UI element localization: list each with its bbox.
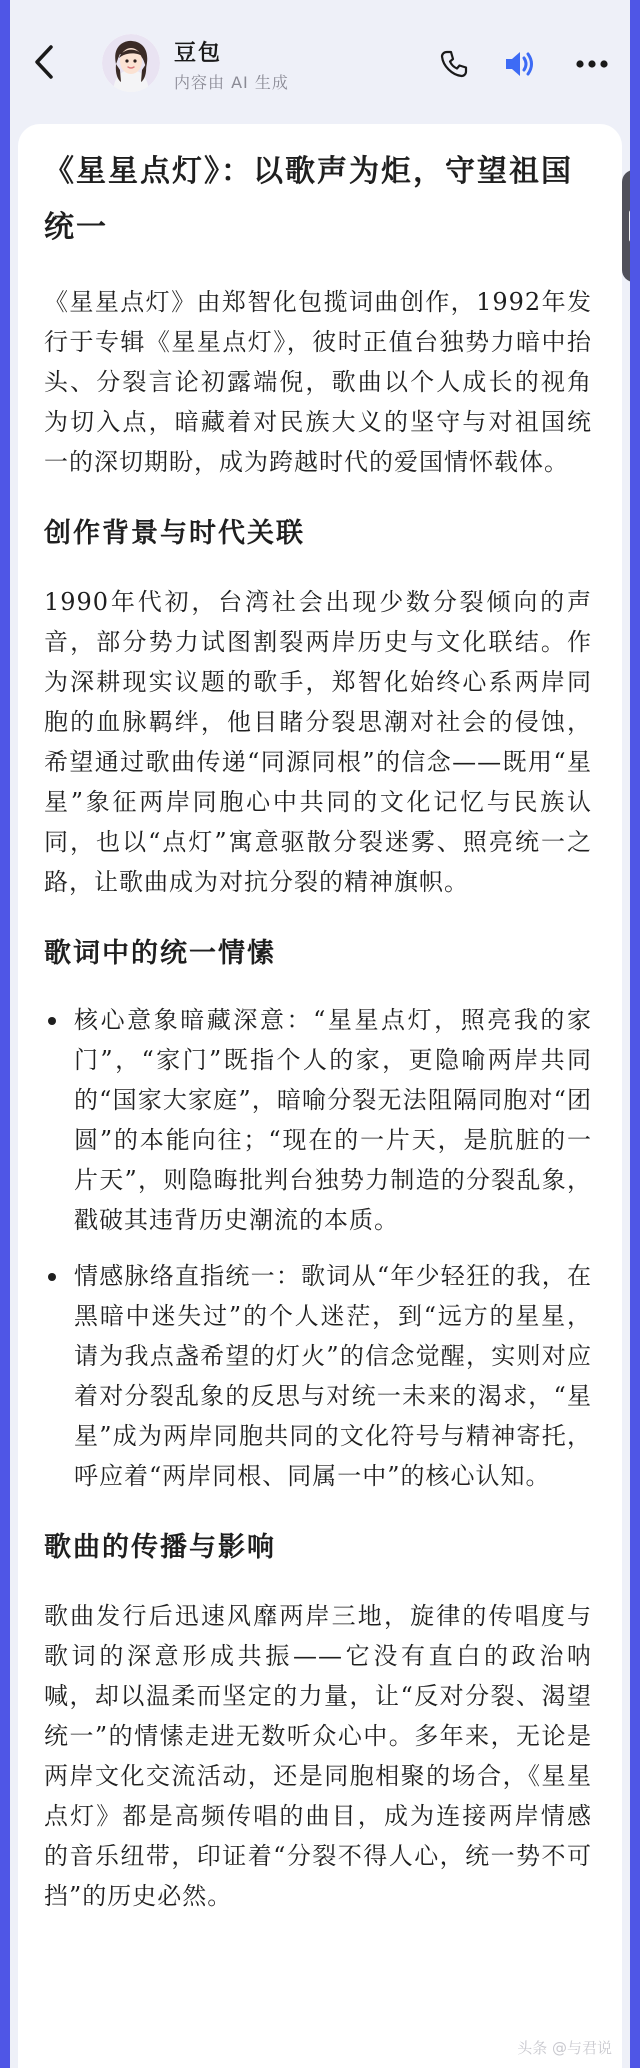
- article: [44, 144, 592, 1916]
- article-title: 《星星点灯》：以歌声为炬，守望祖国统一: [44, 154, 573, 245]
- more-options-button[interactable]: [572, 44, 612, 84]
- background-paragraph: 1990年代初，台湾社会出现少数分裂倾向的声音，部分势力试图割裂两岸历史与文化联结。作为深耕现实议题的歌手，郑智化始终心系两岸同胞的血脉羁绊，他目睹分裂思潮对社会的侵蚀，希望通过歌曲传递“同源同根”的信念——既用“星星”象征两岸同胞心中共同的文化记忆与民族认同，也以“点灯”寓意驱散分裂迷雾、照亮统一之路，让歌曲成为对抗分裂的精神旗帜。: [44, 588, 592, 896]
- list-item: [44, 1000, 592, 1240]
- more-dots-icon: [575, 59, 609, 69]
- section-heading-influence: 歌曲的传播与影响: [44, 1532, 276, 1563]
- bullet-text: 情感脉络直指统一：歌词从“年少轻狂的我，在黑暗中迷失过”的个人迷茫，到“远方的星星，请为我点盏希望的灯火”的信念觉醒，实则对应着对分裂乱象的反思与对统一未来的渴求，“星星”成为两岸同胞共同的文化符号与精神寄托，呼应着“两岸同根、同属一中”的核心认知。: [74, 1262, 592, 1490]
- app-screen: [10, 0, 630, 2068]
- back-button[interactable]: [24, 40, 64, 84]
- message-card: [18, 124, 622, 2068]
- avatar-girl-icon: [102, 34, 160, 92]
- bullet-icon: [48, 1017, 56, 1025]
- speaker-button[interactable]: [502, 44, 542, 84]
- chat-header: [10, 0, 630, 120]
- bullet-text: 核心意象暗藏深意：“星星点灯，照亮我的家门”，“家门”既指个人的家，更隐喻两岸共同的“国家大家庭”，暗喻分裂无法阻隔同胞对“团圆”的本能向往；“现在的一片天，是肮脏的一片天”，则隐晦批判台独势力制造的分裂乱象，戳破其违背历史潮流的本质。: [74, 1006, 592, 1234]
- list-item: [44, 1256, 592, 1496]
- bot-avatar[interactable]: [102, 34, 160, 92]
- lyrics-bullet-list: [44, 1000, 592, 1496]
- side-drawer-handle[interactable]: [622, 170, 630, 282]
- speaker-icon: [503, 48, 541, 80]
- section-heading-background: 创作背景与时代关联: [44, 518, 305, 549]
- bullet-icon: [48, 1273, 56, 1281]
- intro-paragraph: 《星星点灯》由郑智化包揽词曲创作，1992年发行于专辑《星星点灯》，彼时正值台独势力暗中抬头、分裂言论初露端倪，歌曲以个人成长的视角为切入点，暗藏着对民族大义的坚守与对祖国统一的深切期盼，成为跨越时代的爱国情怀载体。: [44, 288, 592, 476]
- call-button[interactable]: [434, 44, 474, 84]
- phone-icon: [439, 49, 469, 79]
- influence-paragraph: 歌曲发行后迅速风靡两岸三地，旋律的传唱度与歌词的深意形成共振——它没有直白的政治呐喊，却以温柔而坚定的力量，让“反对分裂、渴望统一”的情愫走进无数听众心中。多年来，无论是两岸文化交流活动，还是同胞相聚的场合，《星星点灯》都是高频传唱的曲目，成为连接两岸情感的音乐纽带，印证着“分裂不得人心，统一势不可挡”的历史必然。: [44, 1602, 592, 1910]
- bot-name: 豆包: [174, 41, 223, 66]
- handle-grip-icon: [629, 210, 630, 242]
- watermark: 头条 @与君说: [517, 2039, 612, 2057]
- chevron-left-icon: [33, 44, 55, 80]
- ai-disclaimer: 内容由 AI 生成: [174, 73, 289, 92]
- section-heading-lyrics: 歌词中的统一情愫: [44, 938, 276, 969]
